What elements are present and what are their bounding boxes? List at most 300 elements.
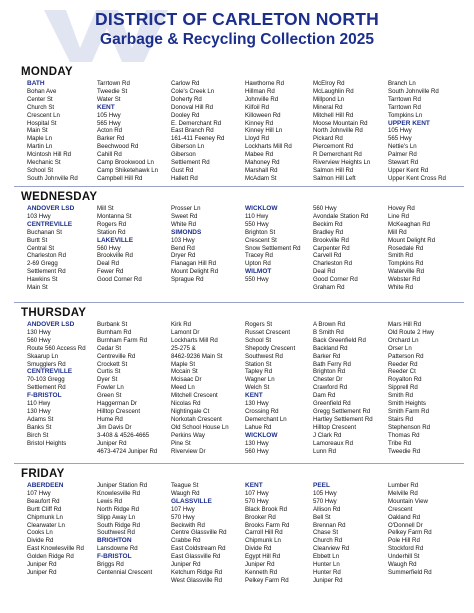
street-name: Martin Ln xyxy=(27,143,53,151)
area-heading: LAKEVILLE xyxy=(97,236,134,244)
route-column xyxy=(313,205,368,292)
street-name: Lamoreaux Rd xyxy=(313,439,353,447)
street-name: Chester Dr xyxy=(313,376,343,384)
street-name: Egypt Hill Rd xyxy=(245,553,281,561)
street-name: Hospital St xyxy=(27,119,57,127)
street-name: Underhill St xyxy=(388,553,420,561)
street-name: Old Route 2 Hwy xyxy=(388,328,435,336)
street-name: Kirk Rd xyxy=(171,321,191,328)
street-name: Lockharts Mill Rd xyxy=(245,143,292,151)
street-name: Old School House Ln xyxy=(171,423,229,431)
street-name: Avondale Station Rd xyxy=(313,212,369,220)
street-name: 110 Hwy xyxy=(27,400,51,408)
street-name: Carpenter Rd xyxy=(313,244,350,252)
street-name: Brooks Farm Rd xyxy=(245,521,290,529)
street-name: Knowlesville Rd xyxy=(97,489,141,497)
street-name: Juniper Rd xyxy=(27,568,57,576)
street-name: Lumber Rd xyxy=(388,482,419,489)
street-name: McKeaghan Rd xyxy=(388,220,431,228)
street-name: Tracey Rd xyxy=(245,252,273,260)
street-name: Smith Heights xyxy=(388,400,426,408)
street-name: Stockford Rd xyxy=(388,545,424,553)
street-name: Birch St xyxy=(27,431,49,439)
day-heading: MONDAY xyxy=(21,66,73,78)
street-name: Crescent Ln xyxy=(27,111,60,119)
street-name: Bend Rd xyxy=(171,244,195,252)
street-name: Station St xyxy=(245,360,272,368)
street-name: Tweedie Rd xyxy=(388,447,421,455)
street-name: North Johnville Rd xyxy=(313,127,363,135)
street-name: Webster Rd xyxy=(388,276,421,284)
route-column xyxy=(27,80,78,183)
street-name: 560 Hwy xyxy=(97,244,121,252)
street-name: Tribe Rd xyxy=(388,439,412,447)
street-name: Bristol Heights xyxy=(27,439,67,447)
street-name: O'Donnell Dr xyxy=(388,521,423,529)
day-heading: FRIDAY xyxy=(21,468,65,480)
street-name: 105 Hwy xyxy=(97,111,121,119)
street-name: Burbank St xyxy=(97,321,128,328)
street-name: Flanagan Hill Rd xyxy=(171,260,217,268)
street-name: Lewis Rd xyxy=(97,497,123,505)
street-name: Pelkey Farm Rd xyxy=(388,529,432,537)
street-name: Mabee Rd xyxy=(245,151,274,159)
area-heading: WICKLOW xyxy=(245,431,278,439)
street-name: Settlement Rd xyxy=(27,268,66,276)
street-name: Hunter Ln xyxy=(313,561,340,569)
street-name: West Glassville Rd xyxy=(171,576,223,584)
street-name: Perkins Way xyxy=(171,431,205,439)
day-heading: WEDNESDAY xyxy=(21,191,98,203)
area-heading: BATH xyxy=(27,80,45,87)
area-heading: UPPER KENT xyxy=(388,119,430,127)
street-name: Hume Rd xyxy=(97,415,123,423)
street-name: Tarrtown Rd xyxy=(97,80,130,87)
area-heading: ANDOVER LSD xyxy=(27,205,75,212)
street-name: Lockharts Mill Rd xyxy=(171,336,218,344)
street-name: Tompkins Ln xyxy=(388,111,423,119)
route-column xyxy=(388,482,432,577)
route-column xyxy=(245,482,289,585)
street-name: Crawford Rd xyxy=(313,384,348,392)
street-name: Deal Rd xyxy=(97,260,120,268)
street-name: Maple St xyxy=(171,360,196,368)
street-name: Royalton Rd xyxy=(388,376,422,384)
street-name: 107 Hwy xyxy=(245,489,269,497)
street-name: Sprague Rd xyxy=(171,276,204,284)
area-heading: KENT xyxy=(245,482,263,489)
street-name: Pole Hill Rd xyxy=(388,537,420,545)
street-name: Burnham Farm Rd xyxy=(97,336,148,344)
street-name: North Ridge Rd xyxy=(97,505,139,513)
route-column xyxy=(171,482,227,585)
street-name: Settlement Rd xyxy=(27,384,66,392)
street-name: Ebbett Ln xyxy=(313,553,340,561)
street-name: Demerchant Ln xyxy=(245,415,287,423)
street-name: 25-275 & xyxy=(171,344,196,352)
street-name: Mount Delight Rd xyxy=(171,268,219,276)
street-name: Settlement Rd xyxy=(171,159,210,167)
street-name: 103 Hwy xyxy=(27,212,51,220)
street-name: Hallett Rd xyxy=(171,174,198,182)
street-name: Church Rd xyxy=(313,537,343,545)
street-name: Church St xyxy=(27,103,55,111)
day-divider xyxy=(14,463,464,464)
route-column xyxy=(171,80,224,183)
street-name: Hunter Rd xyxy=(313,568,341,576)
street-name: Branch Ln xyxy=(388,80,416,87)
route-column xyxy=(27,205,74,292)
street-name: Prosser Ln xyxy=(171,205,201,212)
street-name: Smith Farm Rd xyxy=(388,407,429,415)
street-name: Nightingale Ct xyxy=(171,407,210,415)
street-name: Centreville Rd xyxy=(97,352,136,360)
street-name: Tapley Rd xyxy=(245,368,273,376)
street-name: 560 Hwy xyxy=(313,205,337,212)
route-column xyxy=(171,205,218,284)
street-name: 4673-4724 Juniper Rd xyxy=(97,447,158,455)
street-name: Hilltop Crescent xyxy=(97,407,141,415)
street-name: Sipprell Rd xyxy=(388,384,418,392)
street-name: Upton Rd xyxy=(245,260,271,268)
street-name: East Glassville Rd xyxy=(171,553,221,561)
street-name: Maple Ln xyxy=(27,135,53,143)
street-name: 550 Hwy xyxy=(245,220,269,228)
street-name: Haggerman Dr xyxy=(97,400,137,408)
street-name: Campbell Hill Rd xyxy=(97,174,143,182)
street-name: B Smith Rd xyxy=(313,328,344,336)
street-name: Nettie's Ln xyxy=(388,143,417,151)
street-name: Camp Shiketehawk Ln xyxy=(97,166,158,174)
street-name: Pickard Rd xyxy=(313,135,343,143)
day-heading: THURSDAY xyxy=(21,307,87,319)
street-name: Montanna St xyxy=(97,212,132,220)
street-name: 107 Hwy xyxy=(171,505,195,513)
street-name: Chipmunk Ln xyxy=(245,537,281,545)
route-column xyxy=(313,321,373,455)
street-name: Stairs Rd xyxy=(388,415,414,423)
street-name: 570 Hwy xyxy=(313,497,337,505)
street-name: Cedar St xyxy=(97,344,122,352)
street-name: Golden Ridge Rd xyxy=(27,553,74,561)
street-name: Hawthorne Rd xyxy=(245,80,284,87)
street-name: Divide Rd xyxy=(245,545,272,553)
street-name: Millpond Ln xyxy=(313,95,345,103)
street-name: Juniper Rd xyxy=(97,439,127,447)
street-name: Crescent xyxy=(388,505,413,513)
street-name: Good Corner Rd xyxy=(97,276,142,284)
street-name: Giberson xyxy=(171,151,196,159)
street-name: Piercemont Rd xyxy=(313,143,354,151)
route-column xyxy=(388,205,435,292)
route-column xyxy=(245,205,301,284)
street-name: Johnville Rd xyxy=(245,95,279,103)
street-name: Adams St xyxy=(27,415,54,423)
street-name: Pelkey Farm Rd xyxy=(245,576,289,584)
street-name: Mitchell Crescent xyxy=(171,392,218,400)
street-name: Waugh Rd xyxy=(171,489,200,497)
street-name: Ketchum Ridge Rd xyxy=(171,568,223,576)
street-name: Wagner Ln xyxy=(245,376,275,384)
street-name: Mccain St xyxy=(171,368,198,376)
street-name: Nicolas Rd xyxy=(171,400,201,408)
route-column xyxy=(27,321,86,448)
street-name: McLaughlin Rd xyxy=(313,87,354,95)
area-heading: CENTREVILLE xyxy=(27,220,73,228)
street-name: Marshall Rd xyxy=(245,166,278,174)
street-name: Gregg Settlement Rd xyxy=(313,407,371,415)
street-name: Waterville Rd xyxy=(388,268,425,276)
street-name: Mill Rd xyxy=(388,228,407,236)
street-name: Smith Rd xyxy=(388,252,414,260)
street-name: Beckim Rd xyxy=(313,220,343,228)
street-name: Lamont Dr xyxy=(171,328,200,336)
street-name: Dooley Rd xyxy=(171,111,200,119)
street-name: Meed Ln xyxy=(171,384,195,392)
street-name: 8462-9236 Main St xyxy=(171,352,223,360)
route-column xyxy=(313,482,349,585)
street-name: Russet Crescent xyxy=(245,328,291,336)
street-name: Backland Rd xyxy=(313,344,348,352)
street-name: Beaufort Rd xyxy=(27,497,60,505)
street-name: Salmon Hill Left xyxy=(313,174,356,182)
area-heading: CENTREVILLE xyxy=(27,368,73,376)
area-heading: BRIGHTON xyxy=(97,537,132,545)
street-name: Fewer Rd xyxy=(97,268,124,276)
area-heading: KENT xyxy=(97,103,115,111)
street-name: Mineral Rd xyxy=(313,103,343,111)
street-name: Mcintosh Hill Rd xyxy=(27,151,72,159)
street-name: McElroy Rd xyxy=(313,80,345,87)
street-name: Giberson Ln xyxy=(171,143,205,151)
area-heading: F-BRISTOL xyxy=(97,553,132,561)
street-name: Oakland Rd xyxy=(388,513,421,521)
day-divider xyxy=(14,186,464,187)
street-name: Crabbe Rd xyxy=(171,537,201,545)
street-name: Orchard Ln xyxy=(388,336,419,344)
route-column xyxy=(97,205,142,284)
street-name: Clearwater Ln xyxy=(27,521,65,529)
street-name: 550 Hwy xyxy=(245,276,269,284)
street-name: Donoval Hill Rd xyxy=(171,103,213,111)
street-name: 565 Hwy xyxy=(388,135,412,143)
street-name: Brooker Rd xyxy=(245,513,276,521)
street-name: 130 Hwy xyxy=(245,400,269,408)
street-name: Mill St xyxy=(97,205,114,212)
street-name: Mount Delight Rd xyxy=(388,236,436,244)
street-name: Doherty Rd xyxy=(171,95,202,103)
street-name: Kinney Hill Ln xyxy=(245,127,283,135)
street-name: Skaarup Ln xyxy=(27,352,59,360)
street-name: Norkotah Crescent xyxy=(171,415,222,423)
street-name: 130 Hwy xyxy=(27,407,51,415)
street-name: Hilltop Crescent xyxy=(313,423,357,431)
street-name: 70-103 Gregg xyxy=(27,376,65,384)
street-name: Pine St xyxy=(171,439,191,447)
street-name: Allison Rd xyxy=(313,505,341,513)
street-name: Central St xyxy=(27,244,55,252)
street-name: Kilfoil Rd xyxy=(245,103,270,111)
street-name: Melville Rd xyxy=(388,489,418,497)
street-name: Lunn Rd xyxy=(313,447,337,455)
street-name: Deal Rd xyxy=(313,268,336,276)
street-name: Back Greenfield Rd xyxy=(313,336,366,344)
area-heading: KENT xyxy=(245,392,263,400)
day-divider xyxy=(14,302,464,303)
street-name: Kinney Rd xyxy=(245,119,274,127)
street-name: Stephenson Rd xyxy=(388,423,431,431)
street-name: 161-411 Feeney Rd xyxy=(171,135,225,143)
street-name: Brookville Rd xyxy=(313,236,349,244)
street-name: Lahue Rd xyxy=(245,423,272,431)
street-name: 105 Hwy xyxy=(388,127,412,135)
route-column xyxy=(171,321,229,455)
street-name: Carroll Hill Rd xyxy=(245,529,283,537)
street-name: Riverview Dr xyxy=(171,447,206,455)
street-name: Summerfield Rd xyxy=(388,568,432,576)
street-name: Smugglers Rd xyxy=(27,360,66,368)
street-name: Stewart Rd xyxy=(388,159,419,167)
street-name: Briggs Rd xyxy=(97,561,124,569)
street-name: Gust Rd xyxy=(171,166,194,174)
street-name: East Knowlesville Rd xyxy=(27,545,84,553)
street-name: Orser Ln xyxy=(388,344,412,352)
street-name: Fowler Ln xyxy=(97,384,124,392)
street-name: Tweedie St xyxy=(97,87,128,95)
area-heading: SIMONDS xyxy=(171,228,202,236)
street-name: Green St xyxy=(97,392,122,400)
street-name: Graham Rd xyxy=(313,284,345,292)
street-name: Lloyd Rd xyxy=(245,135,270,143)
street-name: Mahoney Rd xyxy=(245,159,280,167)
street-name: Mitchell Hill Rd xyxy=(313,111,354,119)
street-name: Thomas Rd xyxy=(388,431,420,439)
street-name: Barker Rd xyxy=(97,135,125,143)
street-name: Reeder Ct xyxy=(388,368,416,376)
street-name: 565 Hwy xyxy=(97,119,121,127)
street-name: Salmon Hill Rd xyxy=(313,166,354,174)
street-name: Kenneth Rd xyxy=(245,568,278,576)
street-name: 3-408 & 4526-4665 xyxy=(97,431,150,439)
route-column xyxy=(97,482,152,577)
street-name: Juniper Rd xyxy=(313,576,343,584)
route-column xyxy=(97,321,157,455)
street-name: School St xyxy=(245,336,272,344)
route-column xyxy=(97,80,158,183)
street-name: Dryer Rd xyxy=(171,252,196,260)
street-name: Upper Kent Cross Rd xyxy=(388,174,446,182)
area-heading: PEEL xyxy=(313,482,330,489)
street-name: Barker Rd xyxy=(313,352,341,360)
street-name: Jim Davis Dr xyxy=(97,423,132,431)
street-name: Teague St xyxy=(171,482,199,489)
street-name: A Brown Rd xyxy=(313,321,346,328)
street-name: 110 Hwy xyxy=(245,212,269,220)
street-name: 560 Hwy xyxy=(27,336,51,344)
street-name: Carvell Rd xyxy=(313,252,342,260)
street-name: Juniper Rd xyxy=(171,561,201,569)
street-name: Brighton St xyxy=(245,228,276,236)
street-name: Bath Ferry Rd xyxy=(313,360,351,368)
street-name: Greenfield Rd xyxy=(313,400,351,408)
street-name: East Branch Rd xyxy=(171,127,214,135)
street-name: Waugh Rd xyxy=(388,561,417,569)
street-name: 107 Hwy xyxy=(27,489,51,497)
street-name: Palmer Rd xyxy=(388,151,417,159)
street-name: Mcisaac Dr xyxy=(171,376,202,384)
street-name: Bell St xyxy=(313,513,331,521)
street-name: Slipp Away Ln xyxy=(97,513,136,521)
street-name: 103 Hwy xyxy=(171,236,195,244)
street-name: Crockett St xyxy=(97,360,128,368)
street-name: McAdam St xyxy=(245,174,277,182)
street-name: Banks St xyxy=(27,423,52,431)
street-name: Center St xyxy=(27,95,53,103)
street-name: Route 560 Access Rd xyxy=(27,344,86,352)
street-name: Divide Rd xyxy=(27,537,54,545)
street-name: Upper Kent Rd xyxy=(388,166,429,174)
street-name: Southwest Rd xyxy=(97,529,135,537)
street-name: Chase St xyxy=(313,529,339,537)
street-name: Shepody Crescent xyxy=(245,344,296,352)
street-name: Beechwood Rd xyxy=(97,143,139,151)
street-name: Hartley Settlement Rd xyxy=(313,415,373,423)
street-name: Centennial Crescent xyxy=(97,568,153,576)
street-name: Line Rd xyxy=(388,212,410,220)
street-name: Bohan Ave xyxy=(27,87,57,95)
street-name: Brighton Rd xyxy=(313,368,346,376)
street-name: Charleston Rd xyxy=(27,252,66,260)
street-name: Juniper Rd xyxy=(27,561,57,569)
street-name: White Rd xyxy=(171,220,197,228)
street-name: 570 Hwy xyxy=(171,513,195,521)
street-name: 2-69 Gregg xyxy=(27,260,58,268)
area-heading: F-BRISTOL xyxy=(27,392,62,400)
street-name: Beckwith Rd xyxy=(171,521,205,529)
street-name: Carlow Rd xyxy=(171,80,200,87)
street-name: Crescent St xyxy=(245,236,277,244)
street-name: Moose Mountain Rd xyxy=(313,119,368,127)
street-name: Tompkins Rd xyxy=(388,260,424,268)
street-name: Hillman Rd xyxy=(245,87,275,95)
street-name: Cahill Rd xyxy=(97,151,122,159)
street-name: South Ridge Rd xyxy=(97,521,141,529)
street-name: Clearview Rd xyxy=(313,545,350,553)
street-name: Tarrtown Rd xyxy=(388,95,421,103)
street-name: Hovey Rd xyxy=(388,205,415,212)
street-name: Juniper Station Rd xyxy=(97,482,148,489)
street-name: Cole's Creek Ln xyxy=(171,87,215,95)
route-column xyxy=(27,482,84,577)
street-name: Dyer St xyxy=(97,376,118,384)
street-name: 130 Hwy xyxy=(245,439,269,447)
street-name: Juniper Rd xyxy=(245,561,275,569)
street-name: Rogers St xyxy=(245,321,273,328)
street-name: Southwest Rd xyxy=(245,352,283,360)
street-name: R Demerchant Rd xyxy=(313,151,362,159)
street-name: Bradley Rd xyxy=(313,228,344,236)
street-name: Curtis St xyxy=(97,368,121,376)
street-name: Lansdowne Rd xyxy=(97,545,138,553)
street-name: Killoween Rd xyxy=(245,111,281,119)
area-heading: ANDOVER LSD xyxy=(27,321,75,328)
page-header xyxy=(0,0,474,62)
street-name: Main St xyxy=(27,127,48,135)
street-name: School St xyxy=(27,166,54,174)
page-subtitle: Garbage & Recycling Collection 2025 xyxy=(100,31,374,48)
street-name: Burnham Rd xyxy=(97,328,132,336)
street-name: Main St xyxy=(27,284,48,292)
